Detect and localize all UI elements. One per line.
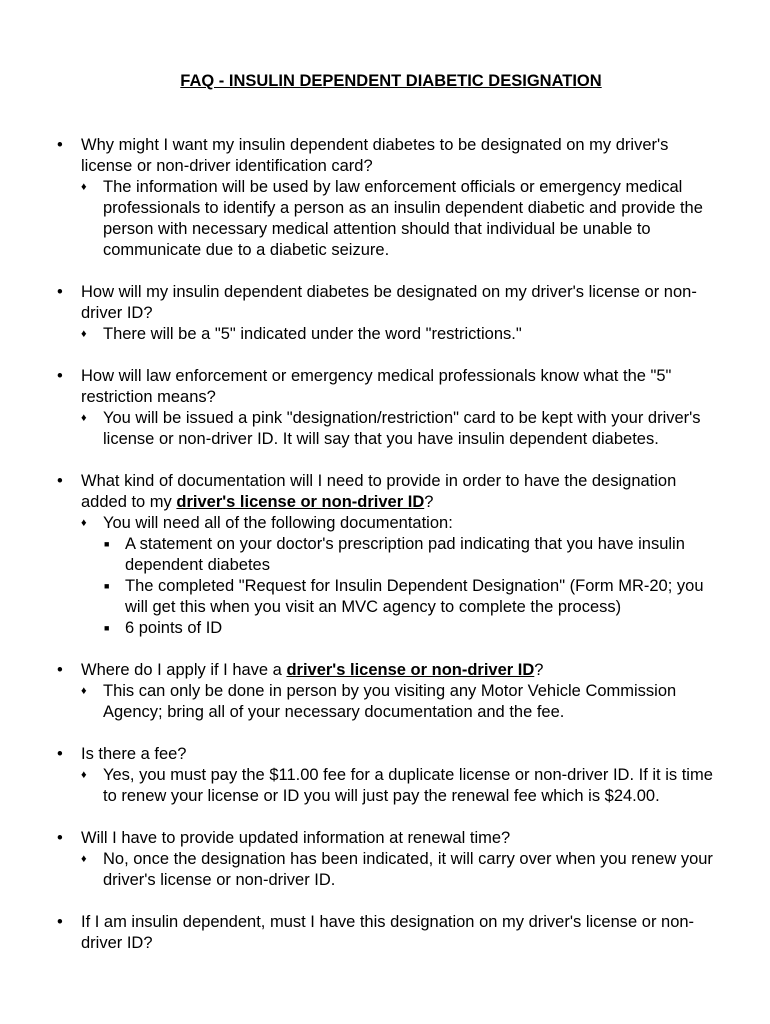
faq-question-7 bbox=[0, 828, 721, 891]
answer-text: No, once the designation has been indicated, it will carry over when you renew your driver's license or non-driver ID. bbox=[103, 850, 713, 889]
faq-answer-1 bbox=[0, 177, 728, 261]
square-bullet-icon: ■ bbox=[104, 539, 110, 549]
diamond-bullet-icon: ♦ bbox=[81, 328, 87, 340]
bullet-icon: • bbox=[57, 136, 63, 154]
faq-question-1 bbox=[0, 135, 721, 261]
diamond-bullet-icon: ♦ bbox=[81, 685, 87, 697]
faq-question-6 bbox=[0, 744, 721, 807]
documentation-item-text: A statement on your doctor's prescription pad indicating that you have insulin dependent diabetes bbox=[125, 535, 685, 574]
faq-answer-3 bbox=[0, 408, 728, 450]
faq-question-2 bbox=[0, 282, 721, 345]
diamond-bullet-icon: ♦ bbox=[81, 853, 87, 865]
question-text: If I am insulin dependent, must I have this designation on my driver's license or non-driver ID? bbox=[81, 913, 695, 952]
question-text: How will my insulin dependent diabetes be designated on my driver's license or non-driver ID? bbox=[81, 283, 697, 322]
bullet-icon: • bbox=[57, 913, 63, 931]
faq-answer-6 bbox=[0, 765, 728, 807]
question-text: Where do I apply if I have a bbox=[81, 661, 287, 679]
documentation-item-text: 6 points of ID bbox=[125, 619, 223, 637]
diamond-bullet-icon: ♦ bbox=[81, 181, 87, 193]
drivers-license-link[interactable]: driver's license or non-driver ID bbox=[286, 661, 535, 679]
bullet-icon: • bbox=[57, 367, 63, 385]
square-bullet-icon: ■ bbox=[104, 623, 110, 633]
answer-text: The information will be used by law enforcement officials or emergency medical professionals to identify a person as an insulin dependent diabetic and provide the person with necessary medical attention should that individual be unable to communicate due to a diabetic seizure. bbox=[103, 178, 703, 259]
faq-question-4 bbox=[0, 471, 721, 639]
bullet-icon: • bbox=[57, 745, 63, 763]
documentation-item bbox=[0, 576, 730, 618]
faq-question-5 bbox=[0, 660, 721, 723]
square-bullet-icon: ■ bbox=[104, 581, 110, 591]
page-title: FAQ - INSULIN DEPENDENT DIABETIC DESIGNATION bbox=[180, 72, 602, 90]
answer-text: There will be a "5" indicated under the word "restrictions." bbox=[103, 325, 522, 343]
question-text: Why might I want my insulin dependent diabetes to be designated on my driver's license or non-driver identification card? bbox=[81, 136, 669, 175]
bullet-icon: • bbox=[57, 283, 63, 301]
question-text: Is there a fee? bbox=[81, 745, 187, 763]
diamond-bullet-icon: ♦ bbox=[81, 769, 87, 781]
question-text: How will law enforcement or emergency medical professionals know what the "5" restriction means? bbox=[81, 367, 672, 406]
answer-text: You will need all of the following documentation: bbox=[103, 514, 453, 532]
faq-question-8 bbox=[0, 912, 721, 954]
faq-question-3 bbox=[0, 366, 721, 450]
bullet-icon: • bbox=[57, 829, 63, 847]
faq-answer-7 bbox=[0, 849, 728, 891]
question-text-end: ? bbox=[424, 493, 434, 511]
bullet-icon: • bbox=[57, 472, 63, 490]
answer-text: You will be issued a pink "designation/restriction" card to be kept with your driver's license or non-driver ID. It will say that you have insulin dependent diabetes. bbox=[103, 409, 701, 448]
faq-answer-5 bbox=[0, 681, 728, 723]
drivers-license-link[interactable]: driver's license or non-driver ID bbox=[176, 493, 425, 511]
diamond-bullet-icon: ♦ bbox=[81, 412, 87, 424]
diamond-bullet-icon: ♦ bbox=[81, 517, 87, 529]
faq-answer-2 bbox=[0, 324, 728, 345]
question-text: What kind of documentation will I need to provide in order to have the designation added to my bbox=[81, 472, 677, 511]
faq-answer-4 bbox=[0, 513, 728, 534]
question-text: Will I have to provide updated information at renewal time? bbox=[81, 829, 511, 847]
answer-text: Yes, you must pay the $11.00 fee for a duplicate license or non-driver ID. If it is time to renew your license or ID you will just pay the renewal fee which is $24.00. bbox=[103, 766, 713, 805]
documentation-item-text: The completed "Request for Insulin Dependent Designation" (Form MR-20; you will get this when you visit an MVC agency to complete the process) bbox=[125, 577, 704, 616]
answer-text: This can only be done in person by you visiting any Motor Vehicle Commission Agency; bring all of your necessary documentation and the fee. bbox=[103, 682, 677, 721]
documentation-item bbox=[0, 534, 730, 576]
documentation-item bbox=[0, 618, 730, 639]
question-text-end: ? bbox=[534, 661, 544, 679]
faq-list bbox=[0, 135, 770, 975]
bullet-icon: • bbox=[57, 661, 63, 679]
